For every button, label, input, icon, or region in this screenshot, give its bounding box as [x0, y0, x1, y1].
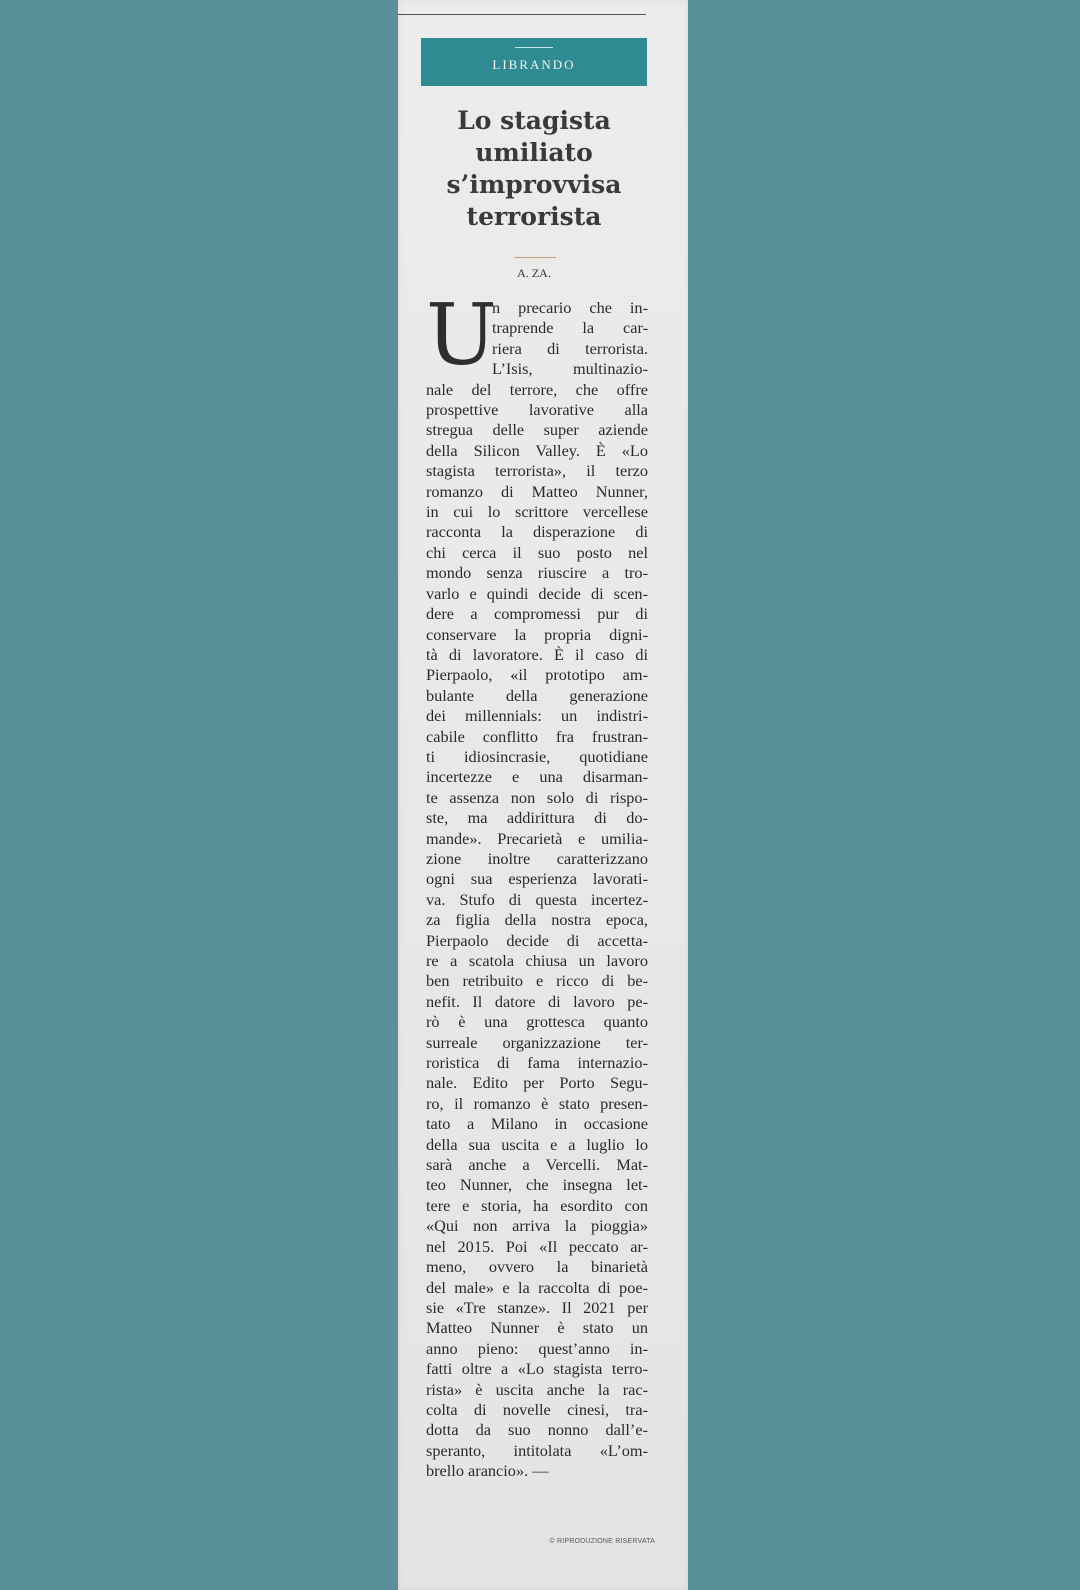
drop-cap: U: [426, 286, 497, 384]
body-line: brello arancio». —: [426, 1461, 549, 1481]
body-line: del male» e la raccolta di poe-: [426, 1277, 648, 1297]
body-line: colta di novelle cinesi, tra-: [426, 1399, 648, 1419]
body-line: cabile conflitto fra frustran-: [426, 726, 648, 746]
article-body: [426, 286, 648, 1482]
body-line: Pierpaolo decide di accetta-: [426, 930, 648, 950]
body-line: nale. Edito per Porto Segu-: [426, 1073, 648, 1093]
body-line: stagista terrorista», il terzo: [426, 461, 648, 481]
body-line: in cui lo scrittore vercellese: [426, 502, 648, 522]
article-headline: Lo stagista umiliato s’improvvisa terrorista: [446, 106, 622, 231]
body-line: mande». Precarietà e umilia-: [426, 828, 648, 848]
body-line: nale del terrore, che offre: [426, 379, 648, 399]
body-line: va. Stufo di questa incertez-: [426, 889, 648, 909]
body-line: riera di terrorista.: [492, 338, 648, 358]
body-line: bulante della generazione: [426, 685, 648, 705]
body-line: stregua delle super aziende: [426, 420, 648, 440]
body-line: della sua uscita e a luglio lo: [426, 1134, 648, 1154]
body-line: n precario che in-: [492, 298, 648, 317]
body-line: dei millennials: un indistri-: [426, 706, 648, 726]
body-line: Matteo Nunner è stato un: [426, 1318, 648, 1338]
rubric-label: LIBRANDO: [492, 57, 576, 72]
body-line: ben retribuito e ricco di be-: [426, 971, 648, 991]
body-line: te assenza non solo di rispo-: [426, 787, 648, 807]
body-line: sie «Tre stanze». Il 2021 per: [426, 1297, 648, 1317]
body-line: «Qui non arriva la pioggia»: [426, 1216, 648, 1236]
body-line: tere e storia, ha esordito con: [426, 1195, 648, 1215]
body-line: ro, il romanzo è stato presen-: [426, 1093, 648, 1113]
body-line: ti idiosincrasie, quotidiane: [426, 746, 648, 766]
byline-divider: [514, 257, 556, 258]
body-line: sarà anche a Vercelli. Mat-: [426, 1155, 648, 1175]
section-rubric: [421, 38, 647, 86]
body-line: speranto, intitolata «L’om-: [426, 1440, 648, 1460]
body-line: surreale organizzazione ter-: [426, 1032, 648, 1052]
body-line: mondo senza riuscire a tro-: [426, 563, 648, 583]
body-line: za figlia della nostra epoca,: [426, 910, 648, 930]
body-line: dere a compromessi pur di: [426, 604, 648, 624]
body-line: rò è una grottesca quanto: [426, 1012, 648, 1032]
body-line: Pierpaolo, «il prototipo am-: [426, 665, 648, 685]
body-line: meno, ovvero la binarietà: [426, 1257, 648, 1277]
rubric-divider: [515, 47, 553, 48]
body-line: re a scatola chiusa un lavoro: [426, 951, 648, 970]
body-line: traprende la car-: [492, 318, 648, 338]
body-line: incertezze e una disarman-: [426, 767, 648, 787]
body-line: racconta la disperazione di: [426, 522, 648, 542]
body-line: varlo e quindi decide di scen-: [426, 583, 648, 603]
body-line: ogni sua esperienza lavorati-: [426, 869, 648, 889]
body-line: rista» è uscita anche la rac-: [426, 1379, 648, 1399]
body-line: nel 2015. Poi «Il peccato ar-: [426, 1236, 648, 1256]
body-line: ste, ma addirittura di do-: [426, 808, 648, 828]
body-line: prospettive lavorative alla: [426, 400, 648, 420]
body-line: nefit. Il datore di lavoro pe-: [426, 991, 648, 1011]
top-divider: [398, 14, 646, 15]
body-line: roristica di fama internazio-: [426, 1053, 648, 1073]
body-line: tà di lavoratore. È il caso di: [426, 644, 648, 664]
body-line: zione inoltre caratterizzano: [426, 848, 648, 868]
body-line: teo Nunner, che insegna let-: [426, 1175, 648, 1195]
body-line: tato a Milano in occasione: [426, 1114, 648, 1134]
body-line: romanzo di Matteo Nunner,: [426, 481, 648, 501]
copyright-notice: © RIPRODUZIONE RISERVATA: [549, 1538, 655, 1545]
body-line: L’Isis, multinazio-: [492, 359, 648, 379]
body-line: fatti oltre a «Lo stagista terro-: [426, 1359, 648, 1379]
newspaper-clipping: [398, 0, 688, 1590]
body-line: della Silicon Valley. È «Lo: [426, 440, 648, 460]
article-byline: A. ZA.: [517, 266, 551, 280]
body-line: dotta da suo nonno dall’e-: [426, 1420, 648, 1440]
body-line: conservare la propria digni-: [426, 624, 648, 644]
body-line: chi cerca il suo posto nel: [426, 542, 648, 562]
body-line: anno pieno: quest’anno in-: [426, 1338, 648, 1358]
